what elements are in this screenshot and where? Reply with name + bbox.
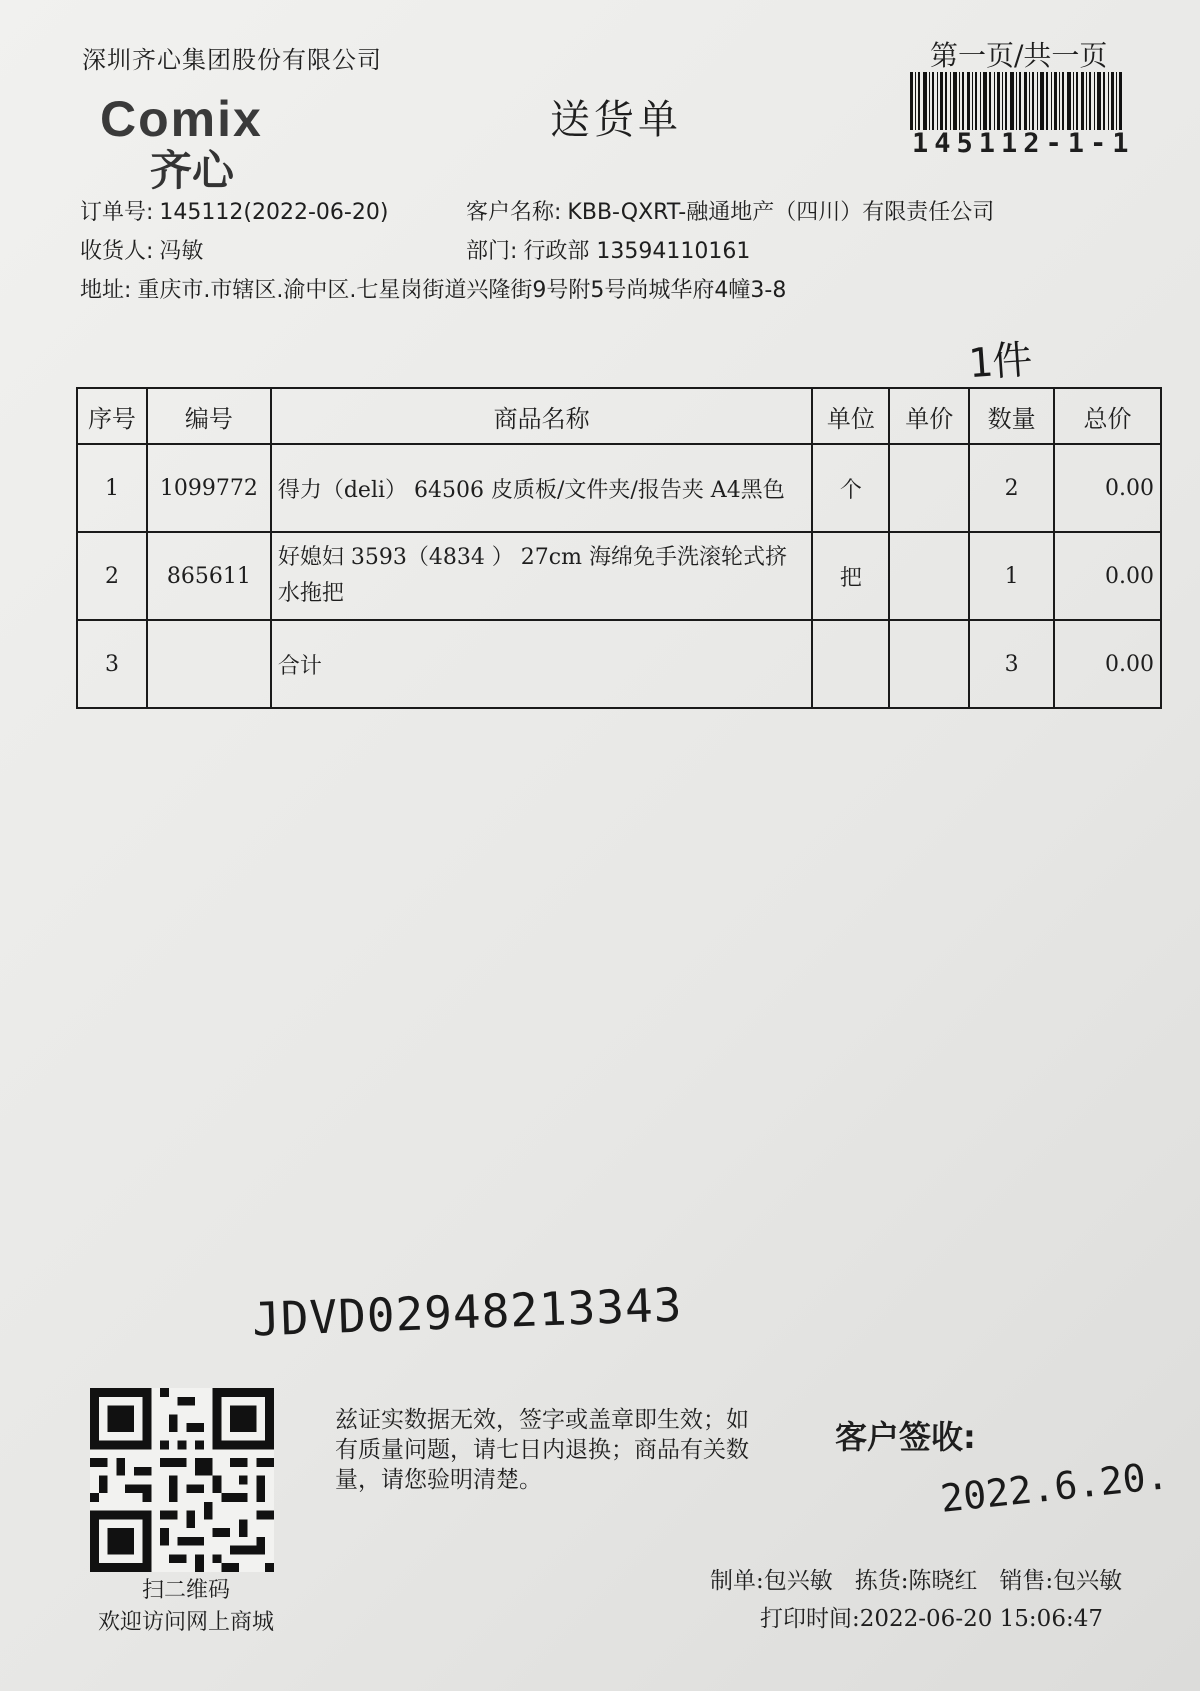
qixin-logo: 齐心: [150, 146, 235, 195]
row-quantity: 1: [969, 532, 1054, 620]
row-quantity: 2: [969, 444, 1054, 532]
header-unit: 单位: [812, 388, 889, 444]
header-seq: 序号: [77, 388, 147, 444]
company-name: 深圳齐心集团股份有限公司: [82, 46, 382, 74]
receiver: [80, 234, 203, 265]
row-unit-price: [889, 532, 969, 620]
barcode: [910, 72, 1122, 130]
row-seq: 1: [77, 444, 147, 532]
comix-logo: Comix: [100, 91, 263, 147]
handwritten-qty-note: 1件: [966, 336, 1034, 388]
qr-caption-line1: 扫二维码: [141, 1578, 230, 1603]
row-unit-price: [889, 620, 969, 708]
qr-caption-line2: 欢迎访问网上商城: [97, 1610, 274, 1635]
row-seq: 2: [77, 532, 147, 620]
receiver-label: 收货人:: [80, 239, 154, 264]
order-number-label: 订单号:: [80, 200, 154, 225]
handwritten-tracking-number: JDVD02948213343: [251, 1277, 684, 1347]
header-total: 总价: [1054, 388, 1161, 444]
header-unit-price: 单价: [889, 388, 969, 444]
row-unit: 个: [812, 444, 889, 532]
header-code: 编号: [147, 388, 271, 444]
salesperson: 销售:包兴敏: [999, 1568, 1123, 1594]
order-number-value: 145112(2022-06-20): [159, 200, 389, 225]
row-code: [147, 620, 271, 708]
qr-code: [90, 1388, 274, 1572]
qr-caption: [80, 1575, 292, 1639]
picker: 拣货:陈晓红: [854, 1568, 978, 1594]
row-unit: 把: [812, 532, 889, 620]
row-unit: [812, 620, 889, 708]
table-row: [77, 532, 1161, 620]
maker: 制单:包兴敏: [710, 1568, 833, 1594]
notice-text: 兹证实数据无效，签字或盖章即生效；如有质量问题，请七日内退换；商品有关数量，请您验明清楚。: [335, 1407, 749, 1493]
row-total: 0.00: [1054, 620, 1161, 708]
document-makers: [710, 1562, 1122, 1595]
customer-name: [466, 195, 994, 226]
row-product-name: 合计: [271, 620, 813, 708]
row-unit-price: [889, 444, 969, 532]
receiver-value: 冯敏: [159, 239, 204, 264]
table-row-total: [77, 620, 1161, 708]
department-label: 部门:: [466, 239, 518, 264]
barcode-number: 145112-1-1: [912, 128, 1135, 159]
header-quantity: 数量: [969, 388, 1054, 444]
row-product-name: 得力（deli） 64506 皮质板/文件夹/报告夹 A4黑色: [271, 444, 813, 532]
row-total: 0.00: [1054, 532, 1161, 620]
row-quantity: 3: [969, 620, 1054, 708]
order-number: [80, 195, 388, 226]
table-row: [77, 444, 1161, 532]
department: [466, 234, 750, 265]
page-indicator: 第一页/共一页: [930, 39, 1108, 72]
row-code: 865611: [147, 532, 271, 620]
address: [80, 273, 786, 304]
header-product-name: 商品名称: [271, 388, 813, 444]
row-product-name: 好媳妇 3593（4834 ） 27cm 海绵免手洗滚轮式挤水拖把: [271, 532, 813, 620]
row-seq: 3: [77, 620, 147, 708]
customer-sign-label: 客户签收:: [835, 1418, 976, 1456]
department-value: 行政部 13594110161: [523, 239, 751, 264]
items-table: [76, 387, 1162, 709]
row-total: 0.00: [1054, 444, 1161, 532]
address-value: 重庆市.市辖区.渝中区.七星岗街道兴隆街9号附5号尚城华府4幢3-8: [137, 278, 787, 303]
address-label: 地址:: [80, 278, 132, 303]
document-title: 送货单: [550, 97, 682, 143]
print-time: 打印时间:2022-06-20 15:06:47: [760, 1606, 1103, 1632]
handwritten-date: 2022.6.20.: [938, 1453, 1171, 1521]
customer-name-label: 客户名称:: [466, 200, 562, 225]
customer-name-value: KBB-QXRT-融通地产（四川）有限责任公司: [567, 200, 995, 225]
table-header-row: [77, 388, 1161, 444]
row-code: 1099772: [147, 444, 271, 532]
